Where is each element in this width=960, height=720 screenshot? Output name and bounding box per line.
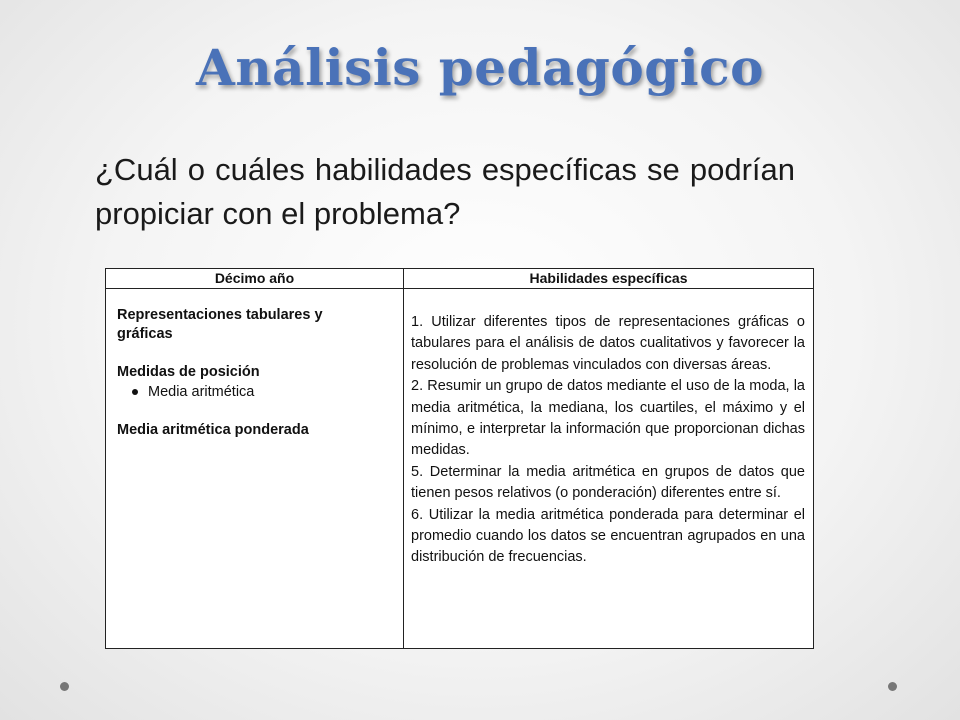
slide-question: ¿Cuál o cuáles habilidades específicas se podrían propiciar con el problema?: [95, 152, 795, 231]
skills-table: [105, 268, 814, 649]
decorative-dot-left: [60, 682, 69, 691]
skill-1: 1. Utilizar diferentes tipos de representaciones gráficas o tabulares para el análisis de datos cualitativos y favorecer la resolución de problemas vinculados con diversas áreas.: [411, 314, 805, 373]
bullet-item: [148, 383, 357, 402]
header-divider: [106, 288, 813, 289]
skills-cell: [411, 312, 805, 569]
bullet-text: Media aritmética: [148, 384, 255, 400]
skill-5: 5. Determinar la media aritmética en grupos de datos que tienen pesos relativos (o ponderación) diferentes entre sí.: [411, 463, 805, 502]
skill-6: 6. Utilizar la media aritmética ponderada para determinar el promedio cuando los datos se encuentran agrupados en una distribución de frecuencias.: [411, 506, 805, 566]
skill-2: 2. Resumir un grupo de datos mediante el uso de la moda, la media aritmética, la mediana, los cuartiles, el máximo y el mínimo, e interpretar la información que proporcionan dichas medidas.: [411, 378, 805, 459]
header-skills: Habilidades específicas: [529, 270, 688, 286]
header-grade: Décimo año: [214, 270, 295, 286]
content-cell: [117, 306, 357, 440]
decorative-dot-right: [888, 682, 897, 691]
topic-tabular-graphic: Representaciones tabulares y gráficas: [117, 307, 323, 342]
topic-weighted-mean: Media aritmética ponderada: [117, 422, 309, 438]
topic-position-measures: Medidas de posición: [117, 364, 260, 380]
slide-title: Análisis pedagógico: [196, 38, 764, 97]
bullet-icon: [132, 389, 138, 395]
column-divider: [403, 269, 404, 648]
